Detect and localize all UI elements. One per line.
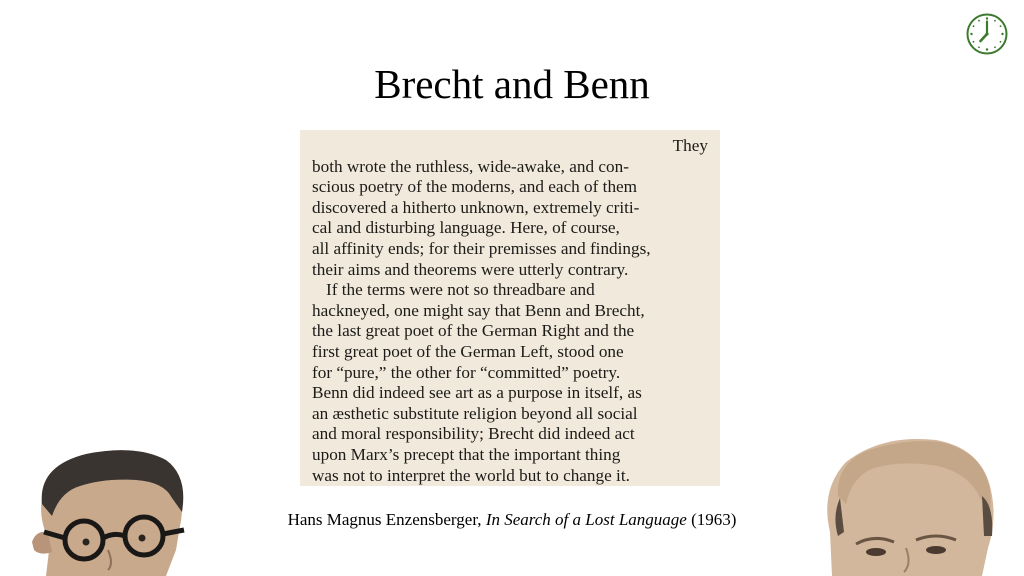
excerpt-line: upon Marx’s precept that the important thing <box>312 444 621 464</box>
excerpt-line: scious poetry of the moderns, and each of them <box>312 177 638 197</box>
excerpt-line: both wrote the ruthless, wide-awake, and con- <box>312 156 629 176</box>
excerpt-line: all affinity ends; for their premisses and findings, <box>312 238 651 258</box>
slide-title: Brecht and Benn <box>374 61 650 107</box>
excerpt-line: their aims and theorems were utterly contrary. <box>312 259 629 279</box>
clock-icon <box>965 12 1009 56</box>
excerpt-line: discovered a hitherto unknown, extremely criti- <box>312 197 640 217</box>
excerpt-line: was not to interpret the world but to change it. <box>312 465 630 485</box>
citation-year: (1963) <box>691 510 737 529</box>
excerpt-line: an æsthetic substitute religion beyond all social <box>312 403 638 423</box>
excerpt-line: hackneyed, one might say that Benn and Brecht, <box>312 300 645 320</box>
excerpt-line: first great poet of the German Left, stood one <box>312 341 624 361</box>
excerpt-text <box>312 136 708 486</box>
excerpt-line: Benn did indeed see art as a purpose in itself, as <box>312 383 642 403</box>
excerpt-line: for “pure,” the other for “committed” poetry. <box>312 362 621 382</box>
portrait-brecht <box>16 446 202 576</box>
book-excerpt-scan <box>300 130 720 486</box>
excerpt-first-word: They <box>672 136 708 155</box>
excerpt-line: cal and disturbing language. Here, of course, <box>312 218 620 238</box>
excerpt-line: and moral responsibility; Brecht did indeed act <box>312 424 635 444</box>
excerpt-line: the last great poet of the German Right and the <box>312 321 635 341</box>
citation-work-title: In Search of a Lost Language <box>485 510 687 529</box>
excerpt-line: If the terms were not so threadbare and <box>326 280 595 300</box>
citation-author: Hans Magnus Enzensberger, <box>287 510 482 529</box>
portrait-benn <box>812 436 1012 576</box>
